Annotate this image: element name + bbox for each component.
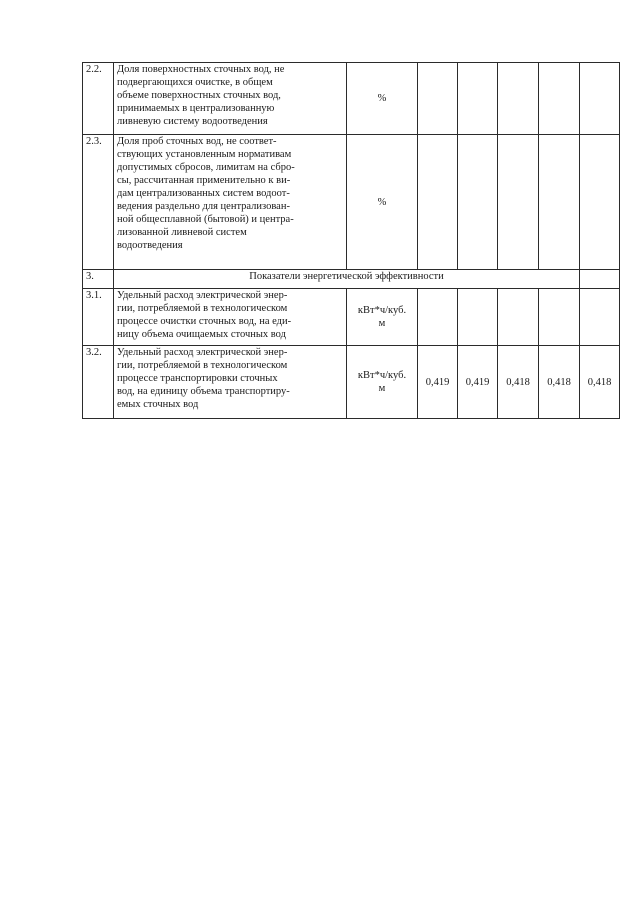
value-cell: 0,418 (580, 346, 620, 419)
unit-line: кВт*ч/куб. (357, 370, 407, 381)
row-number: 2.2. (83, 63, 114, 135)
table-row (83, 289, 620, 346)
value-cell (498, 135, 539, 270)
description-line: гии, потребляемой в технологическом (117, 360, 288, 371)
row-number: 3.2. (83, 346, 114, 419)
description-line: ницу объема очищаемых сточных вод (117, 329, 286, 340)
description-line: процессе очистки сточных вод, на еди- (117, 316, 292, 327)
description-line: ведения раздельно для централизован- (117, 201, 290, 212)
value-cell (539, 289, 580, 346)
row-number: 3.1. (83, 289, 114, 346)
value-cell: 0,418 (539, 346, 580, 419)
description-line: ствующих установленным нормативам (117, 149, 292, 160)
value-cell (458, 135, 498, 270)
value-cell (539, 135, 580, 270)
value-cell: 0,418 (498, 346, 539, 419)
value-cell: 0,419 (418, 346, 458, 419)
row-description (114, 346, 347, 419)
row-unit (347, 289, 418, 346)
value-cell (580, 289, 620, 346)
row-description (114, 63, 347, 135)
description-line: процессе транспортировки сточных (117, 373, 278, 384)
description-line: вод, на единицу объема транспортиру- (117, 386, 290, 397)
row-number: 3. (83, 270, 114, 289)
value-cell (458, 289, 498, 346)
description-line: принимаемых в централизованную (117, 103, 275, 114)
row-description (114, 289, 347, 346)
value-cell: 0,419 (458, 346, 498, 419)
description-line: сы, рассчитанная применительно к ви- (117, 175, 291, 186)
description-line: лизованной ливневой систем (117, 227, 247, 238)
value-cell (498, 63, 539, 135)
value-cell (498, 289, 539, 346)
description-line: емых сточных вод (117, 399, 199, 410)
description-line: объеме поверхностных сточных вод, (117, 90, 281, 101)
value-cell (418, 289, 458, 346)
row-description (114, 135, 347, 270)
description-line: дам централизованных систем водоот- (117, 188, 290, 199)
description-line: Доля поверхностных сточных вод, не (117, 64, 285, 75)
unit-line: м (378, 318, 386, 329)
table-row (83, 135, 620, 270)
row-unit: % (347, 135, 418, 270)
table-row (83, 346, 620, 419)
value-cell (418, 135, 458, 270)
table-row (83, 63, 620, 135)
unit-line: кВт*ч/куб. (357, 305, 407, 316)
description-line: ливневую систему водоотведения (117, 116, 268, 127)
unit-line: м (378, 383, 386, 394)
row-unit: % (347, 63, 418, 135)
description-line: водоотведения (117, 240, 183, 251)
empty-cell (580, 270, 620, 289)
row-unit (347, 346, 418, 419)
value-cell (539, 63, 580, 135)
description-line: подвергающихся очистке, в общем (117, 77, 273, 88)
description-line: допустимых сбросов, лимитам на сбро- (117, 162, 295, 173)
description-line: Удельный расход электрической энер- (117, 290, 288, 301)
value-cell (580, 135, 620, 270)
section-title: Показатели энергетической эффективности (114, 270, 580, 289)
description-line: Доля проб сточных вод, не соответ- (117, 136, 277, 147)
row-number: 2.3. (83, 135, 114, 270)
description-line: Удельный расход электрической энер- (117, 347, 288, 358)
value-cell (418, 63, 458, 135)
value-cell (458, 63, 498, 135)
value-cell (580, 63, 620, 135)
indicators-table (82, 62, 620, 419)
description-line: ной общесплавной (бытовой) и центра- (117, 214, 294, 225)
description-line: гии, потребляемой в технологическом (117, 303, 288, 314)
section-row (83, 270, 620, 289)
